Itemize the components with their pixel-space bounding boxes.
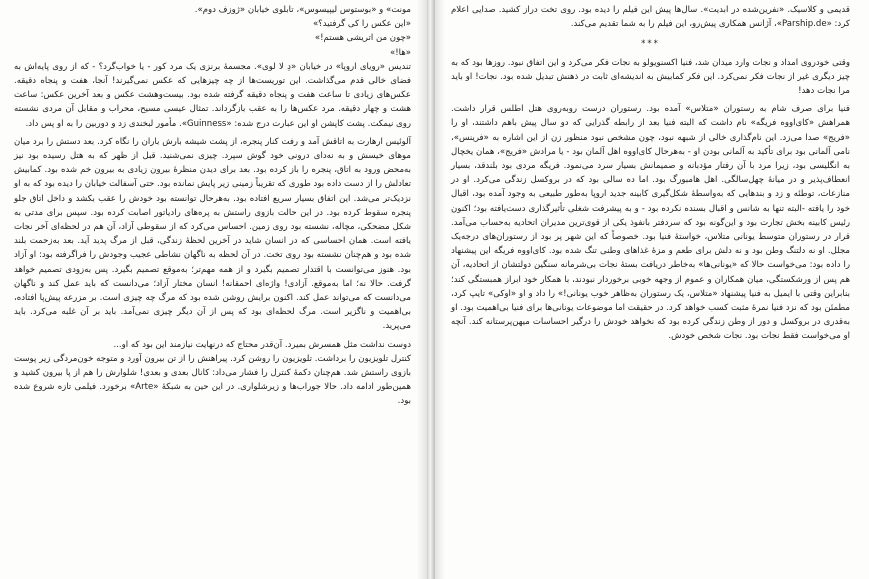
left-paragraph-tv: کنترل تلویزیون را برداشت. تلویزیون را روشن کرد. پیراهنش را از تن بیرون آورد و متوجه خون‌مردگی زیر پوست بازوی راستش شد. هم‌چنان دکمهٔ کنترل را فشار می‌داد: کانال بعدی و بعدی! شلوارش را هم از پا بیرون کشید و همین‌طور ادامه داد. حالا جوراب‌ها و زیرشلواری. در این حین به شبکهٔ «Arte» برخورد. فیلمی تازه شروع شده بود.: [14, 353, 411, 407]
left-dialogue-3: «ها!»: [390, 47, 411, 58]
left-page: [0, 0, 427, 579]
right-paragraph-film: قدیمی و کلاسیک. «نفرین‌شده در ابدیت». سال‌ها پیش این فیلم را دیده بود. روی تخت دراز کشید. صدایی اعلام کرد: «Parship.de»، آژانس همکاری پیش‌رو، این فیلم را به شما تقدیم می‌کند.: [451, 5, 850, 30]
left-paragraph-window: آلوئیس ارهارت به اتاقش آمد و رفت کنار پنجره، از پشت شیشه بارش باران را نگاه کرد. بعد دستش را برد میان موهای خیسش و به نه‌دای درونی خود گوش سپرد. چیزی نمی‌شنید. قبل از ظهر که به هتل رسیده بود نیز به‌محض ورود به اتاق، پنجره را باز کرده بود. بعد برای دیدن منظرهٔ بیرون زیادی به بیرون خم شده بود. کمابیش تعادلش را از دست داده بود طوری که تقریباً زمینی زیر پایش نمانده بود. حتی آسفالت خیابان را دیده بود که به او نزدیک‌تر می‌شد. این اتفاق بسیار سریع افتاده بود. به‌هرحال توانسته بود خودش را عقب بکشد و داخل اتاق جلو پنجره سقوط کرده بود. در این حالت بازوی راستش به پره‌های رادیاتور اصابت کرده بود. سپس برای مدتی به شکل مضحکی، مچاله، نشسته بود روی زمین. احساس می‌کرد که از سقوطی آزاد، آن هم در لحظه‌ای آخر نجات یافته است. همان احساسی که در انسان شاید در آخرین لحظهٔ زندگی، قبل از مرگ پدید آید. بعد به‌زحمت بلند شده بود و هم‌چنان نشسته بود روی تخت. در آن لحظه به ناگهان نشاطی عجیب وجودش را فراگرفته بود: او آزاد بود. هنوز می‌توانست با اقتدار تصمیم بگیرد و از همه مهم‌تر؛ به‌موقع تصمیم بگیرد. پس به‌زودی تصمیم خواهد گرفت. حالا نه؛ اما به‌موقع. آزادی! واژه‌ای احمقانه! انسان مختار آزاد؛ می‌دانست که باید عمل کند و ناگهان می‌دانست که می‌تواند عمل کند. اکنون برایش روشن شده بود که مرگ چه چیزی است. بر مزرعه پیش‌پا افتاده، بی‌اهمیت و ناگزیر است. مرگ لحظه‌ای بود که پس از آن دیگر چیزی نمی‌آمد. باید بر آن غلبه می‌کرد. باید می‌پرید.: [14, 136, 411, 332]
section-separator: ***: [641, 39, 660, 50]
left-paragraph-statue: تندیس «رویای اروپا» در خیابان «دِ لا لوی». مجسمهٔ برنزی یک مرد کور - یا خواب‌گرد؟ - که از روی پایه‌اش به فضای خالی قدم می‌گذاشت. این توریست‌ها از چه چیزهایی که عکس نمی‌گیرند! آنجا، هفت و پنجاه دقیقه. عکس‌های زیادی تا ساعت هفت و پنجاه دقیقه گرفته شده بود. بیست‌وهشت عکس و بعد آخرین عکس: ساعت هشت و چهار دقیقه. مرد عکس‌ها را به عقب بازگرداند. تمثال عیسی مسیح، محراب و مقابل آن مردی نشسته روی نیمکت. پشت کاپشن او این عبارت درج شده: «Guinness». مأمور لبخندی زد و دوربین را به او پس داد.: [14, 61, 411, 129]
right-paragraph-rescue: وقتی خودروی امداد و نجات وارد میدان شد، فنیا اکسنویولو به نجات فکر می‌کرد و این اتفاق نبود. روزها بود که به چیز دیگری غیر از نجات فکر نمی‌کرد. این فکر کمابیش به اندیشه‌ای ثابت در ذهنش تبدیل شده بود. نجات! او باید مرا نجات دهد!: [451, 57, 850, 97]
left-line-1: مونت» و «بوستوس لیپیسوس»، تابلوی خیابان «ژوزف دوم».: [194, 5, 411, 15]
left-paragraph-wife: دوست نداشت مثل همسرش بمیرد. آن‌قدر محتاج که درنهایت نیازمند این بود که او...: [113, 339, 411, 350]
left-page-binding-shadow: [417, 0, 427, 579]
left-dialogue-1: «این عکس را کی گرفتید؟»: [312, 19, 411, 30]
right-paragraph-dinner: فنیا برای صرف شام به رستوران «متلاس» آمده بود. رستوران درست روبه‌روی هتل اطلس قرار داشت. همراهش «کای‌اووه فریگه» نام داشت که البته فنیا بعد از رابطه گذرایی که دو سال پیش باهم داشتند، او را «فریج» صدا می‌زد. این نام‌گذاری خالی از شبهه نبود، چون مشخص نبود منظور زن از این اشاره به «فرینس»، نامی آلمانی بود برای تأکید به آلمانی بودن او - به‌هرحال کای‌اووه اهل آلمان بود - یا مرادش «فریج»، همان یخچال به انگلیسی بود، زیرا مرد با آن رفتار مؤدبانه و صمیمانش بسیار سرد می‌نمود. فریگه مردی بود بلندقد، بسیار انعطاف‌پذیر و در میانهٔ چهل‌سالگی. اهل هامبورگ بود. اما ده سالی بود که در بروکسل زندگی می‌کرد. او در منازعات، توطئه و زد و بندهایی که به‌واسطهٔ شکل‌گیری کابینه جدید اروپا به‌طور طبیعی به وجود آمده بود، اقبال خود را یافته -البته تنها به شانس و اقبال بسنده نکرده بود - و به پیشرفت شغلی تأثیرگذاری دست‌یافته بود؛ اکنون رئیس کابینه بخش تجارت بود و این‌گونه بود که سردفتر بانفوذ یکی از قوی‌ترین مدیران اتحادیه به‌حساب می‌آمد. قرار در رستوران متوسط یونانی متلاس، خواستهٔ فنیا بود. خصوصاً که این شهر پر بود از رستوران‌های درجه‌یک مجلل. او نه دلتنگ وطن بود و نه دلش برای طعم و مزهٔ غذاهای وطنی تنگ شده بود. کای‌اووه فریگه این پیشنهاد را داده بود: می‌خواست حالا که «یونانی‌ها» به‌خاطر دریافت بستهٔ نجات بی‌شرمانه سنگین دولتشان از اتحادیه، آن هم پس از ورشکستگی، میان همکاران و عموم از وجهه خوبی برخوردار نبودند، با همکار خود ابراز همبستگی کند؛ بنابراین وقتی با ایمیل به فنیا پیشنهاد «متلاس، یک رستوران به‌ظاهر خوب یونانی!» را داد و او «اوکی» تایپ کرد، مطمئن بود که نزد فنیا نمرهٔ مثبت کسب خواهد کرد. در حقیقت اما موضوعات یونانی‌ها برای فنیا بی‌اهمیت بود. او به‌قدری در بروکسل و دور از وطن زندگی کرده بود که نخواهد خودش را درگیر احساسات میهن‌پرستانه کند. آنچه او می‌خواست فقط نجات بود. نجات شخص خودش.: [451, 104, 850, 342]
right-page-binding-shadow: [435, 0, 445, 579]
book-gutter: [427, 0, 435, 579]
left-dialogue-2: «چون من اتریشی هستم!»: [314, 33, 411, 44]
right-page: [435, 0, 869, 579]
